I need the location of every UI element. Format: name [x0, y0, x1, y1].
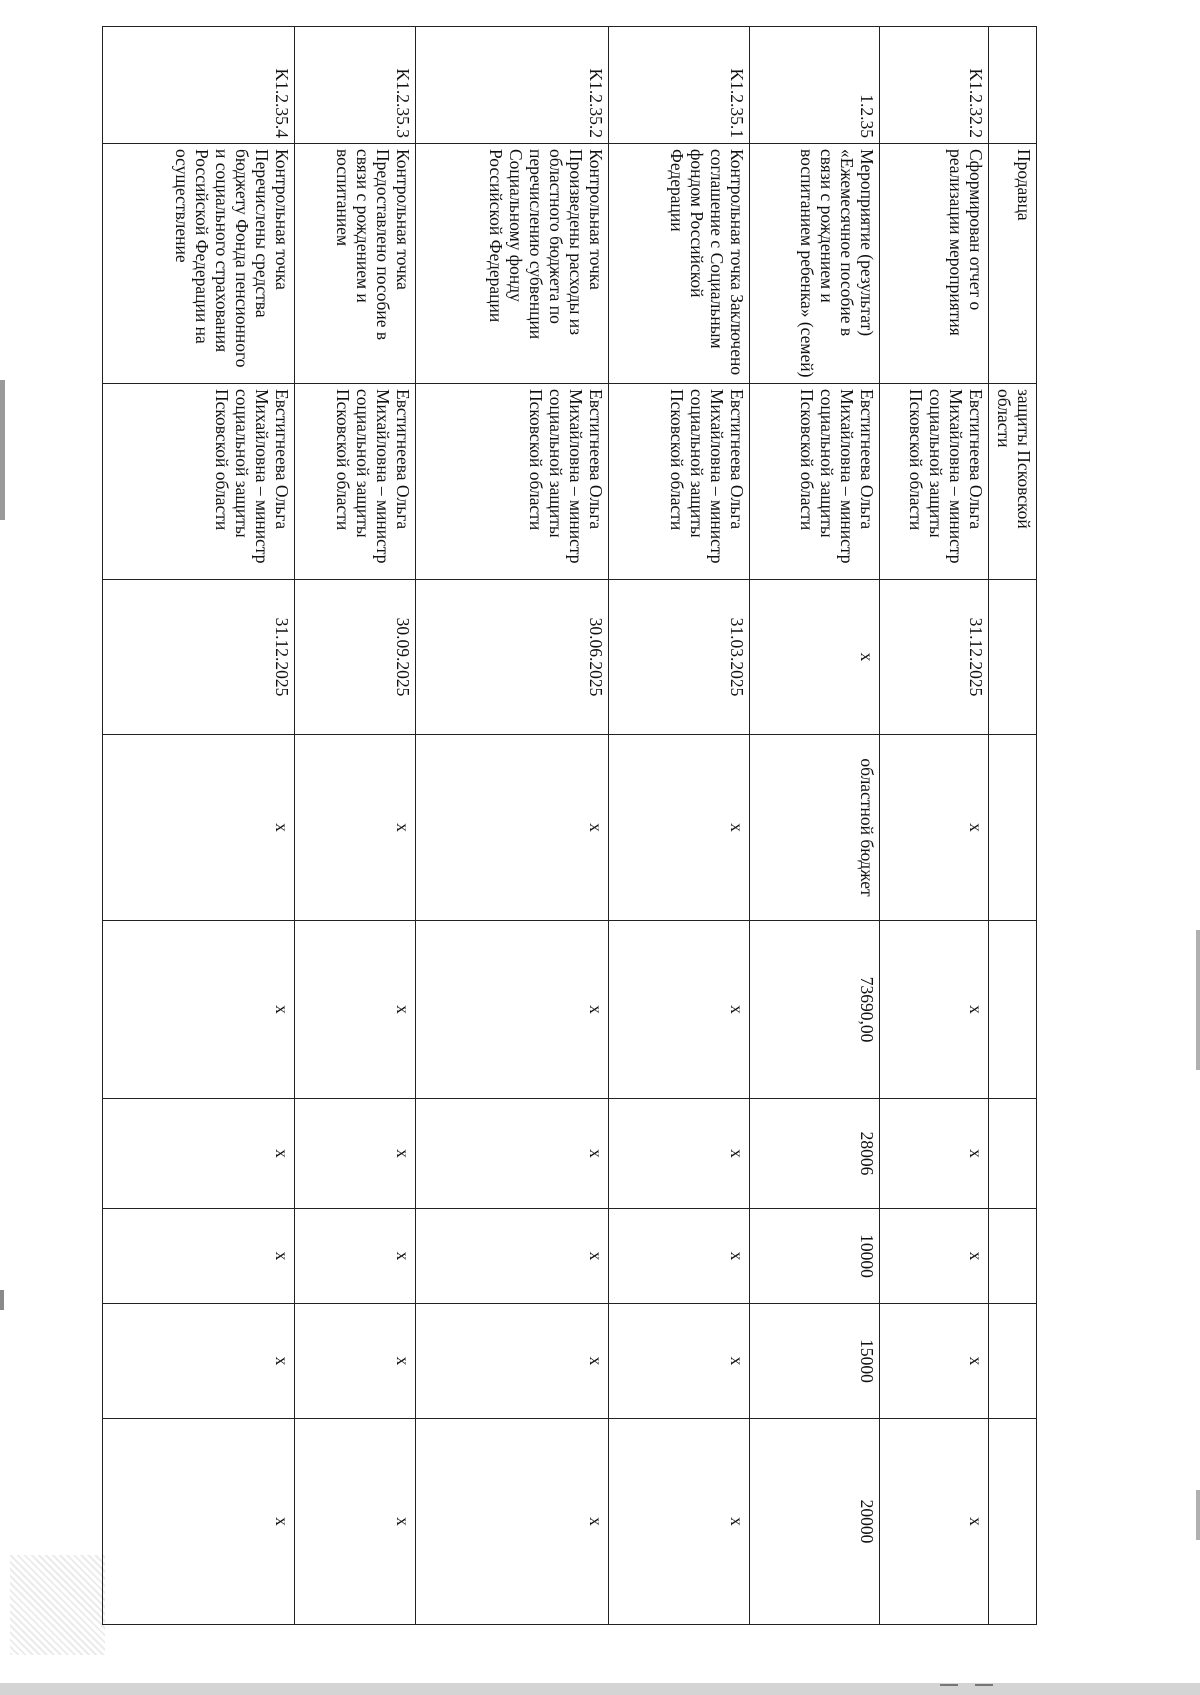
row-value: x [415, 1419, 609, 1625]
row-id: K1.2.35.4 [103, 27, 295, 144]
row-responsible: Евстигнеева Ольга Михайловна – министр социальной защиты Псковской области [103, 384, 295, 580]
table-row [609, 27, 749, 1625]
row-value: x [879, 1209, 989, 1304]
row-name: Контрольная точка Предоставлено пособие в связи с рождением и воспитанием [294, 144, 415, 384]
row-source: x [879, 735, 989, 921]
scan-edge-right-mark [1196, 1490, 1200, 1540]
header-cell-empty [989, 1209, 1037, 1304]
table-row [415, 27, 609, 1625]
row-value: 15000 [749, 1304, 879, 1419]
header-cell-empty [989, 1304, 1037, 1419]
header-cell-continued-name: Продавца [989, 144, 1037, 384]
row-value-total: x [879, 921, 989, 1099]
table-row [294, 27, 415, 1625]
row-value: x [879, 1099, 989, 1209]
row-value: x [609, 1209, 749, 1304]
row-responsible: Евстигнеева Ольга Михайловна – министр социальной защиты Псковской области [415, 384, 609, 580]
table-row [749, 27, 879, 1625]
row-name: Сформирован отчет о реализации мероприятия [879, 144, 989, 384]
row-value: x [415, 1099, 609, 1209]
row-value: x [294, 1209, 415, 1304]
header-cell-empty [989, 27, 1037, 144]
row-responsible: Евстигнеева Ольга Михайловна – министр социальной защиты Псковской области [879, 384, 989, 580]
row-date: 30.06.2025 [415, 580, 609, 735]
row-value-total: 73690,00 [749, 921, 879, 1099]
scan-edge-bottom [0, 1683, 1200, 1695]
scan-dash [940, 1684, 958, 1686]
header-cell-empty [989, 735, 1037, 921]
row-date: 31.12.2025 [879, 580, 989, 735]
row-value-total: x [294, 921, 415, 1099]
row-name: Контрольная точка Заключено соглашение с Социальным фондом Российской Федерации [609, 144, 749, 384]
row-date: 31.03.2025 [609, 580, 749, 735]
row-source: x [103, 735, 295, 921]
row-source: x [415, 735, 609, 921]
row-value: x [103, 1419, 295, 1625]
row-value: x [879, 1304, 989, 1419]
row-name: Контрольная точка Перечислены средства бюджету Фонда пенсионного и социального страхования Российской Федерации на осуществление [103, 144, 295, 384]
row-name: Контрольная точка Произведены расходы из областного бюджета по перечислению субвенции Социальному фонду Российской Федерации [415, 144, 609, 384]
table-row [103, 27, 295, 1625]
row-value: 28006 [749, 1099, 879, 1209]
row-value: x [415, 1304, 609, 1419]
header-cell-empty [989, 921, 1037, 1099]
row-value: x [879, 1419, 989, 1625]
row-value: x [609, 1419, 749, 1625]
scan-edge-left-mark [0, 1290, 4, 1310]
table-row [879, 27, 989, 1625]
row-value: 20000 [749, 1419, 879, 1625]
row-value-total: x [609, 921, 749, 1099]
row-value-total: x [103, 921, 295, 1099]
row-value: 10000 [749, 1209, 879, 1304]
row-id: K1.2.35.2 [415, 27, 609, 144]
header-cell-empty [989, 580, 1037, 735]
row-date: 30.09.2025 [294, 580, 415, 735]
row-value: x [103, 1304, 295, 1419]
row-source: x [609, 735, 749, 921]
rotated-page [102, 26, 1037, 1624]
row-id: K1.2.32.2 [879, 27, 989, 144]
row-date: x [749, 580, 879, 735]
row-value: x [415, 1209, 609, 1304]
row-responsible: Евстигнеева Ольга Михайловна – министр социальной защиты Псковской области [749, 384, 879, 580]
scan-dash [975, 1684, 993, 1686]
row-value: x [294, 1099, 415, 1209]
plan-table [102, 26, 1037, 1625]
row-value: x [609, 1099, 749, 1209]
row-value-total: x [415, 921, 609, 1099]
header-cell-continued-responsible: защиты Псковской области [989, 384, 1037, 580]
row-name: Мероприятие (результат) «Ежемесячное пособие в связи с рождением и воспитанием ребенка» (семей) [749, 144, 879, 384]
scan-edge-right [1196, 930, 1200, 1070]
row-value: x [103, 1209, 295, 1304]
row-id: K1.2.35.1 [609, 27, 749, 144]
row-source: x [294, 735, 415, 921]
row-responsible: Евстигнеева Ольга Михайловна – министр социальной защиты Псковской области [294, 384, 415, 580]
row-date: 31.12.2025 [103, 580, 295, 735]
row-responsible: Евстигнеева Ольга Михайловна – министр социальной защиты Псковской области [609, 384, 749, 580]
row-source: областной бюджет [749, 735, 879, 921]
scan-edge-left [0, 380, 5, 520]
header-cell-empty [989, 1099, 1037, 1209]
row-value: x [294, 1304, 415, 1419]
row-value: x [103, 1099, 295, 1209]
row-id: K1.2.35.3 [294, 27, 415, 144]
header-cell-empty [989, 1419, 1037, 1625]
row-value: x [609, 1304, 749, 1419]
scan-smudge [10, 1555, 105, 1655]
row-id: 1.2.35 [749, 27, 879, 144]
header-continuation-row [989, 27, 1037, 1625]
row-value: x [294, 1419, 415, 1625]
